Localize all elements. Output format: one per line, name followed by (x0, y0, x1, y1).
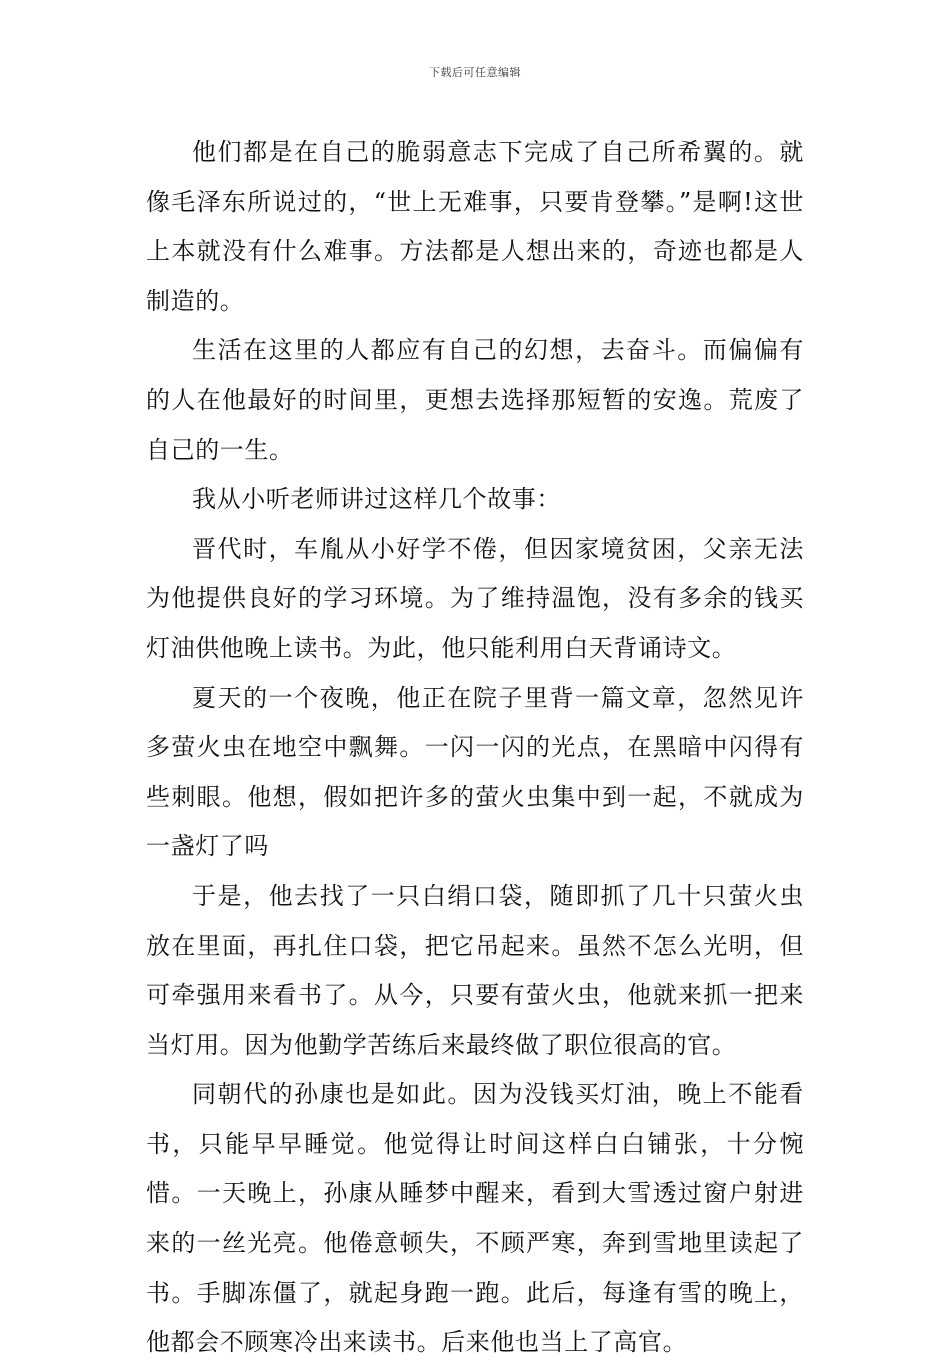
paragraph-6: 于是，他去找了一只白绢口袋，随即抓了几十只萤火虫放在里面，再扎住口袋，把它吊起来。虽然不怎么光明，但可牵强用来看书了。从今，只要有萤火虫，他就来抓一把来当灯用。因为他勤学苦练后来最终做了职位很高的官。 (146, 881, 804, 1059)
page-header: 下载后可任意编辑 (429, 66, 521, 79)
paragraph-5: 夏天的一个夜晚，他正在院子里背一篇文章，忽然见许多萤火虫在地空中飘舞。一闪一闪的光点，在黑暗中闪得有些刺眼。他想，假如把许多的萤火虫集中到一起，不就成为一盏灯了吗 (146, 683, 804, 861)
paragraph-7: 同朝代的孙康也是如此。因为没钱买灯油，晚上不能看书，只能早早睡觉。他觉得让时间这样白白铺张，十分惋惜。一天晚上，孙康从睡梦中醒来，看到大雪透过窗户射进来的一丝光亮。他倦意顿失，不顾严寒，奔到雪地里读起了书。手脚冻僵了，就起身跑一跑。此后，每逢有雪的晚上，他都会不顾寒冷出来读书。后来他也当上了高官。 (146, 1080, 804, 1357)
paragraph-4: 晋代时，车胤从小好学不倦，但因家境贫困，父亲无法为他提供良好的学习环境。为了维持温饱，没有多余的钱买灯油供他晚上读书。为此，他只能利用白天背诵诗文。 (146, 534, 804, 662)
document-body (146, 128, 804, 1368)
paragraph-1: 他们都是在自己的脆弱意志下完成了自己所希翼的。就像毛泽东所说过的，“世上无难事，只要肯登攀。”是啊!这世上本就没有什么难事。方法都是人想出来的，奇迹也都是人制造的。 (146, 138, 804, 315)
paragraph-2: 生活在这里的人都应有自己的幻想，去奋斗。而偏偏有的人在他最好的时间里，更想去选择那短暂的安逸。荒废了自己的一生。 (146, 336, 804, 464)
paragraph-3: 我从小听老师讲过这样几个故事： (192, 485, 561, 514)
